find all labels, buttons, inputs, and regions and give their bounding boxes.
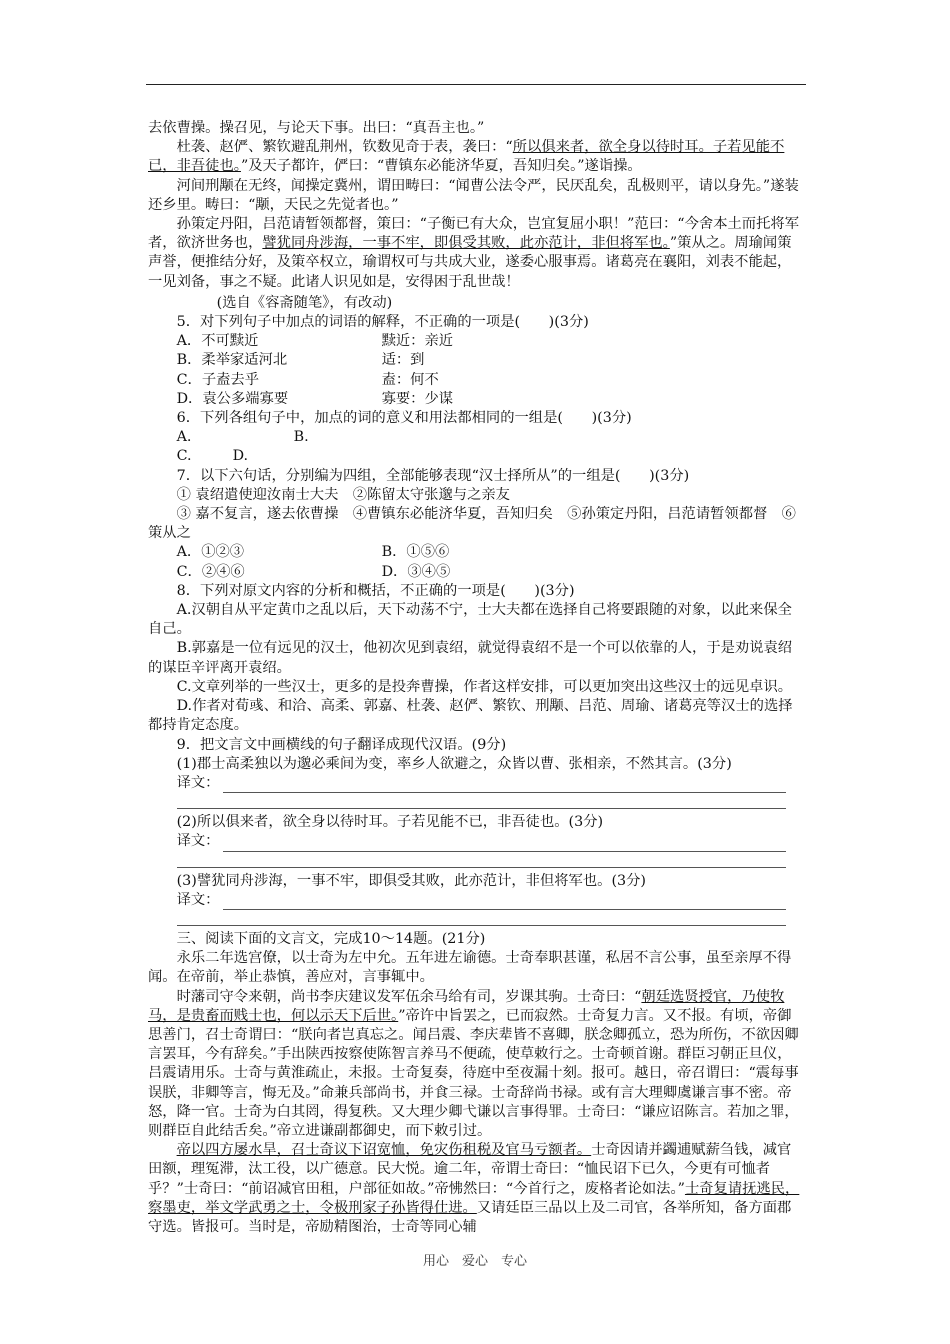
source-note: (选自《容斋随笔》，有改动) (216, 294, 393, 311)
question-8-stem: 8．下列对原文内容的分析和概括，不正确的一项是( )(3分) (176, 582, 575, 599)
question-5-stem: 5．对下列句子中加点的词语的解释，不正确的一项是( )(3分) (176, 314, 589, 331)
q5-option-d: D．袁公多端寡要 寡要：少谋 (176, 390, 454, 407)
answer-blank[interactable] (177, 913, 786, 926)
q6-options-cd: C. D. (176, 448, 249, 465)
page-footer: 用心 爱心 专心 (422, 1254, 527, 1269)
passage-paragraph: 孙策定丹阳，吕范请暂领都督，策曰：“子衡已有大众，岂宜复屈小职！”范曰：“今舍本土而托将军者，欲济世务也，譬犹同舟涉海，一事不牢，即俱受其败，此亦范计，非但将军也。”策从之。周瑜闻策声誉，便推结分好，及策卒权立，瑜谓权可与共成大业，遂委心服事焉。诸葛亮在襄阳，刘表不能起，一见刘备，事之不疑。此诸人识见如是，安得困于乱世哉！ (148, 216, 799, 290)
answer-line-2[interactable]: 译文： (148, 832, 804, 851)
q5-option-c: C．子盍去乎 盍：何不 (176, 371, 439, 388)
q7-sentences-2: ③ 嘉不复言，遂去依曹操 ④曹镇东必能济华夏，吾知归矣 ⑤孙策定丹阳，吕范请暂领都督 ⑥策从之 (148, 506, 796, 542)
underlined-sentence: 朝廷选贤授官，乃使牧马，是贵畜而贱士也，何以示天下后世。 (148, 988, 785, 1024)
q9-sentence-3: (3)譬犹同舟涉海，一事不牢，即俱受其败，此亦范计，非但将军也。(3分) (176, 872, 646, 889)
passage-paragraph: 河间刑颙在无终，闻操定冀州，谓田畴曰：“闻曹公法令严，民厌乱矣，乱极则平，请以身先。”遂装还乡里。畴曰：“颙，天民之先觉者也。” (148, 177, 799, 213)
q6-options-ab: A. B. (176, 429, 309, 446)
answer-line-3[interactable]: 译文： (148, 891, 804, 910)
question-9-stem: 9．把文言文中画横线的句子翻译成现代汉语。(9分) (176, 736, 507, 753)
q5-option-b: B．柔举家适河北 适：到 (176, 352, 425, 369)
q9-sentence-2: (2)所以俱来者，欲全身以待时耳。子若见能不已，非吾徒也。(3分) (176, 814, 604, 831)
q7-options-cd: C．②④⑥ D．③④⑤ (176, 563, 451, 580)
q8-option-c: C.文章列举的一些汉士，更多的是投奔曹操，作者这样安排，可以更加突出这些汉士的远见卓识。 (176, 678, 793, 695)
passage-paragraph: 杜袭、赵俨、繁钦避乱荆州，钦数见奇于表，袭曰：“所以俱来者，欲全身以待时耳。子若见能不已，非吾徒也。”及天子都许，俨曰：“曹镇东必能济华夏，吾知归矣。”遂诣操。 (148, 139, 785, 175)
question-6-stem: 6．下列各组句子中，加点的词的意义和用法都相同的一组是( )(3分) (176, 410, 632, 427)
answer-line-1[interactable]: 译文： (148, 774, 804, 793)
passage-paragraph: 帝以四方屡水旱，召士奇议下诏宽恤，免灾伤租税及官马亏额者。士奇因请并蠲逋赋薪刍钱，减官田额，理冤滞，汰工役，以广德意。民大悦。逾二年，帝谓士奇曰：“恤民诏下已久，今更有可恤者乎？”士奇曰：“前诏减官田租，户部征如故。”帝怫然曰：“今首行之，废格者论如法。”士奇复请抚逃民，察墨吏，举文学武勇之士，令极刑家子孙皆得仕进。又请廷臣三品以上及二司官，各举所知，备方面郡守选。皆报可。当时是，帝励精图治，士奇等同心辅 (148, 1142, 800, 1235)
section-3-title: 三、阅读下面的文言文，完成10～14题。(21分) (176, 930, 486, 947)
passage-paragraph: 永乐二年选宫僚，以士奇为左中允。五年进左谕德。士奇奉职甚谨，私居不言公事，虽至亲厚不得闻。在帝前，举止恭慎，善应对，言事辄中。 (148, 950, 792, 986)
underlined-sentence: 士奇复请抚逃民，察墨吏，举文学武勇之士，令极刑家子孙皆得仕进。 (148, 1180, 800, 1216)
passage-paragraph: 时藩司守令来朝，尚书李庆建议发军伍余马给有司，岁课其驹。士奇曰：“朝廷选贤授官，乃使牧马，是贵畜而贱士也，何以示天下后世。”帝许中旨罢之，已而寂然。士奇复力言。又不报。有顷，帝御思善门，召士奇谓曰：“朕向者岂真忘之。闻吕震、李庆辈皆不喜卿，朕念卿孤立，恐为所伤，不欲因卿言罢耳，今有辞矣。”手出陕西按察使陈智言养马不便疏，使草敕行之。士奇顿首谢。群臣习朝正旦仪，吕震请用乐。士奇与黄淮疏止，未报。士奇复奏，待庭中至夜漏十刻。报可。越日，帝召谓曰：“震每事误朕，非卿等言，悔无及。”命兼兵部尚书，并食三禄。士奇辞尚书禄。或有言大理卿虞谦言事不密。帝怒，降一官。士奇为白其罔，得复秩。又大理少卿弋谦以言事得罪。士奇曰：“谦应诏陈言。若加之罪，则群臣自此结舌矣。”帝立进谦副都御史，而下敕引过。 (148, 988, 799, 1139)
q8-option-d: D.作者对荀彧、和洽、高柔、郭嘉、杜袭、赵俨、繁钦、刑颙、吕范、周瑜、诸葛亮等汉士的选择都持肯定态度。 (148, 698, 793, 734)
underlined-sentence: 譬犹同舟涉海，一事不牢，即俱受其败，此亦范计，非但将军也。 (262, 235, 670, 252)
q7-sentences-1: ① 袁绍遣使迎汝南士大夫 ②陈留太守张邈与之亲友 (176, 486, 510, 503)
underlined-sentence: 帝以四方屡水旱，召士奇议下诏宽恤，免灾伤租税及官马亏额者。 (176, 1142, 592, 1159)
q5-option-a: A．不可黩近 黩近：亲近 (176, 333, 454, 350)
answer-blank[interactable] (177, 796, 786, 809)
passage-line: 去依曹操。操召见，与论天下事。出曰：“真吾主也。” (148, 120, 485, 136)
document-body (148, 119, 804, 1237)
q9-sentence-1: (1)郡士高柔独以为邈必乘间为变，率乡人欲避之，众皆以曹、张相亲，不然其言。(3分) (176, 755, 732, 772)
question-7-stem: 7．以下六句话，分别编为四组，全部能够表现“汉士择所从”的一组是( )(3分) (176, 467, 690, 484)
header-rule (146, 84, 806, 85)
q8-option-a: A.汉朝自从平定黄巾之乱以后，天下动荡不宁，士大夫都在选择自己将要跟随的对象，以此来保全自己。 (148, 602, 792, 638)
q8-option-b: B.郭嘉是一位有远见的汉士，他初次见到袁绍，就觉得袁绍不是一个可以依靠的人，于是劝说袁绍的谋臣辛评离开袁绍。 (148, 640, 793, 676)
q7-options-ab: A．①②③ B．①⑤⑥ (176, 544, 450, 561)
answer-blank[interactable] (177, 855, 786, 868)
underlined-sentence: 所以俱来者，欲全身以待时耳。子若见能不已，非吾徒也。 (148, 139, 785, 175)
